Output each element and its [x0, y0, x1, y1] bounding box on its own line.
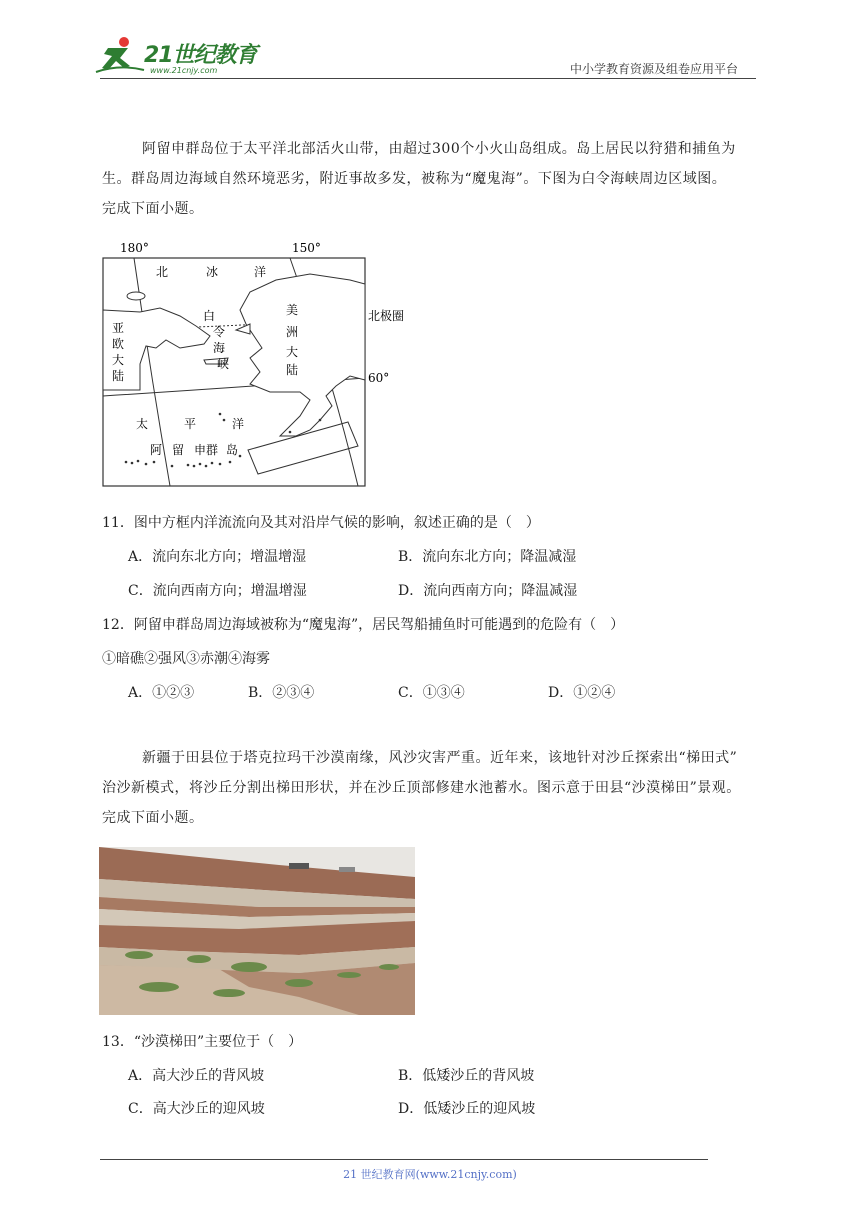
passage-2-line-1: 新疆于田县位于塔克拉玛干沙漠南缘，风沙灾害严重。近年来，该地针对沙丘探索出“梯田式”: [142, 750, 738, 766]
desert-terrace-photo: [99, 847, 415, 1015]
runner-icon: [94, 34, 146, 76]
map-label-bering-4: 峡: [217, 357, 230, 371]
map-label-asia-2: 欧: [112, 337, 125, 351]
passage-2-line-2: 治沙新模式，将沙丘分割出梯田形状，并在沙丘顶部修建水池蓄水。图示意于田县“沙漠梯田”景观。: [102, 780, 741, 796]
q13-option-a[interactable]: A．高大沙丘的背风坡: [128, 1068, 265, 1084]
map-label-aleutian-3: 申: [194, 443, 207, 457]
map-label-bering-2: 令: [213, 325, 226, 339]
passage-2-line-3: 完成下面小题。: [102, 810, 204, 826]
passage-1-line-2: 生。群岛周边海域自然环境恶劣，附近事故多发，被称为“魔鬼海”。下图为白令海峡周边区域图。: [102, 171, 727, 187]
map-label-arctic-circle: 北极圈: [368, 309, 405, 323]
q11-option-b[interactable]: B．流向东北方向；降温减湿: [398, 549, 577, 565]
map-label-asia-3: 大: [112, 353, 125, 367]
question-13-stem: 13．“沙漠梯田”主要位于（ ）: [102, 1034, 303, 1050]
map-label-asia-4: 陆: [112, 369, 125, 383]
q12-option-d[interactable]: D．①②④: [548, 685, 616, 701]
q11-option-d[interactable]: D．流向西南方向；降温减湿: [398, 583, 578, 599]
map-label-bering-3: 海: [213, 341, 226, 355]
map-label-aleutian-2: 留: [172, 443, 185, 457]
footer-link[interactable]: 21 世纪教育网(www.21cnjy.com): [343, 1168, 517, 1181]
passage-1: [102, 134, 762, 224]
q13-option-c[interactable]: C．高大沙丘的迎风坡: [128, 1101, 265, 1117]
passage-1-line-1: 阿留申群岛位于太平洋北部活火山带，由超过300个小火山岛组成。岛上居民以狩猎和捕鱼为: [142, 141, 736, 157]
map-label-america-3: 大: [286, 345, 299, 359]
q12-option-c[interactable]: C．①③④: [398, 685, 465, 701]
map-label-aleutian-5: 岛: [226, 443, 239, 457]
map-label-america-4: 陆: [286, 363, 299, 377]
map-label-60: 60°: [368, 371, 390, 385]
map-label-150: 150°: [292, 241, 321, 255]
q11-option-c[interactable]: C．流向西南方向；增温增湿: [128, 583, 307, 599]
map-label-arctic-2: 冰: [206, 265, 219, 279]
map-label-aleutian-4: 群: [206, 443, 219, 457]
logo-text: 21世纪教育: [144, 43, 257, 68]
passage-1-line-3: 完成下面小题。: [102, 201, 204, 217]
q12-option-b[interactable]: B．②③④: [248, 685, 315, 701]
map-label-asia-1: 亚: [112, 321, 125, 335]
site-logo: [94, 34, 264, 80]
map-label-aleutian-1: 阿: [150, 443, 163, 457]
header-platform-text: 中小学教育资源及组卷应用平台: [570, 62, 739, 76]
logo-url: www.21cnjy.com: [150, 66, 218, 75]
map-label-180: 180°: [120, 241, 149, 255]
passage-2: [102, 743, 762, 833]
q12-option-a[interactable]: A．①②③: [128, 685, 195, 701]
map-label-pacific-2: 平: [184, 417, 197, 431]
map-label-bering-1: 白: [203, 309, 216, 323]
question-12-stem: 12．阿留申群岛周边海域被称为“魔鬼海”，居民驾船捕鱼时可能遇到的危险有（ ）: [102, 617, 625, 633]
q13-option-b[interactable]: B．低矮沙丘的背风坡: [398, 1068, 535, 1084]
footer-divider: [100, 1159, 708, 1160]
question-12-items: ①暗礁②强风③赤潮④海雾: [102, 651, 270, 667]
header-divider: [100, 78, 756, 79]
map-label-arctic-1: 北: [156, 265, 169, 279]
q13-option-d[interactable]: D．低矮沙丘的迎风坡: [398, 1101, 536, 1117]
map-label-arctic-3: 洋: [254, 265, 267, 279]
question-11-stem: 11．图中方框内洋流流向及其对沿岸气候的影响，叙述正确的是（ ）: [102, 515, 540, 531]
bering-strait-map: [100, 240, 420, 490]
map-label-america-1: 美: [286, 303, 299, 317]
map-label-america-2: 洲: [286, 325, 299, 339]
q11-option-a[interactable]: A．流向东北方向；增温增湿: [128, 549, 307, 565]
map-label-pacific-1: 太: [136, 417, 149, 431]
map-label-pacific-3: 洋: [232, 417, 245, 431]
